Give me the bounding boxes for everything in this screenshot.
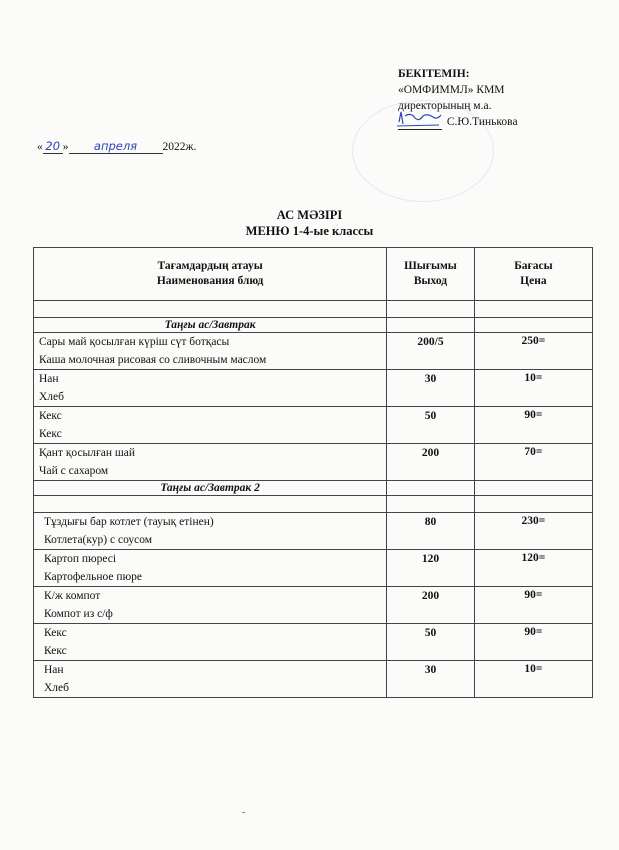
date-open-quote: « — [37, 141, 43, 153]
yield-cell: 200/5 — [387, 333, 475, 370]
yield-cell: 200 — [387, 587, 475, 624]
price-cell: 90= — [474, 587, 592, 624]
yield-cell: 30 — [387, 370, 475, 407]
table-row — [34, 444, 593, 481]
date-year: 2022ж. — [162, 141, 197, 153]
dish-name-cell: Қант қосылған шай Чай с сахаром — [34, 444, 387, 481]
menu-subtitle: МЕНЮ 1-4-ые классы — [245, 224, 374, 238]
section-row — [34, 481, 593, 496]
menu-title: АС МӘЗІРІ — [276, 208, 343, 222]
scan-speck — [242, 812, 245, 813]
director-signature — [395, 108, 445, 130]
spacer-row — [34, 301, 593, 318]
yield-cell: 30 — [387, 661, 475, 698]
price-cell: 70= — [474, 444, 592, 481]
table-row — [34, 550, 593, 587]
table-row — [34, 513, 593, 550]
date-close-quote: » — [62, 141, 69, 153]
table-row — [34, 370, 593, 407]
header-price: Бағасы Цена — [474, 248, 592, 301]
approval-org: «ОМФИММЛ» КММ — [398, 84, 505, 96]
yield-cell: 50 — [387, 624, 475, 661]
document-date — [37, 139, 196, 154]
yield-cell: 120 — [387, 550, 475, 587]
price-cell: 120= — [474, 550, 592, 587]
dish-name-cell: Нан Хлеб — [34, 370, 387, 407]
header-dish-name: Тағамдардың атауы Наименования блюд — [34, 248, 387, 301]
dish-name-cell: Кекс Кекс — [34, 624, 387, 661]
approval-heading: БЕКІТЕМІН: — [398, 68, 470, 80]
table-row — [34, 661, 593, 698]
price-cell: 230= — [474, 513, 592, 550]
dish-name-cell: Сары май қосылған күріш сүт ботқасы Каша молочная рисовая со сливочным маслом — [34, 333, 387, 370]
table-row — [34, 587, 593, 624]
section-breakfast-label: Таңғы ас/Завтрак — [34, 318, 387, 333]
price-cell: 90= — [474, 624, 592, 661]
price-cell: 10= — [474, 370, 592, 407]
menu-table — [33, 247, 593, 698]
approval-name: С.Ю.Тинькова — [446, 116, 518, 128]
yield-cell: 200 — [387, 444, 475, 481]
price-cell: 10= — [474, 661, 592, 698]
dish-name-cell: Кекс Кекс — [34, 407, 387, 444]
yield-cell: 80 — [387, 513, 475, 550]
dish-name-cell: К/ж компот Компот из с/ф — [34, 587, 387, 624]
dish-name-cell: Тұздығы бар котлет (тауық етінен) Котлета(кур) с соусом — [34, 513, 387, 550]
section-breakfast2-label: Таңғы ас/Завтрак 2 — [34, 481, 387, 496]
approval-role: директорының м.а. — [398, 100, 492, 112]
price-cell: 250= — [474, 333, 592, 370]
date-day: 20 — [43, 139, 63, 154]
table-row — [34, 407, 593, 444]
dish-name-cell: Нан Хлеб — [34, 661, 387, 698]
table-header-row — [34, 248, 593, 301]
header-yield: Шығымы Выход — [387, 248, 475, 301]
date-month: апреля — [69, 139, 163, 154]
table-row — [34, 624, 593, 661]
table-row — [34, 333, 593, 370]
dish-name-cell: Картоп пюресі Картофельное пюре — [34, 550, 387, 587]
spacer-row — [34, 496, 593, 513]
yield-cell: 50 — [387, 407, 475, 444]
section-row — [34, 318, 593, 333]
price-cell: 90= — [474, 407, 592, 444]
